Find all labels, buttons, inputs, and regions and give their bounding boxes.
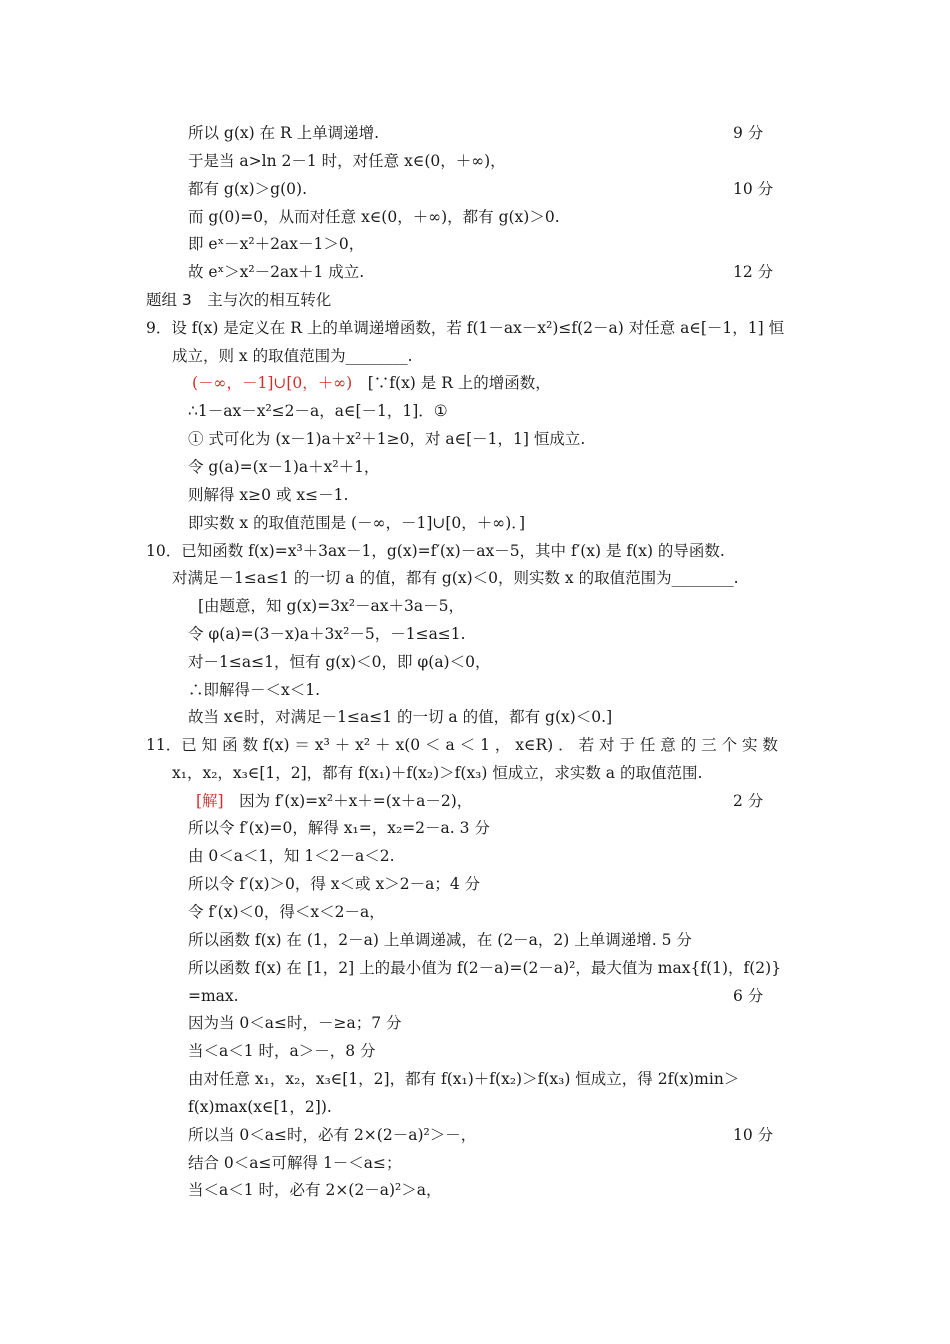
text-line: 由对任意 x₁，x₂，x₃∈[1，2]，都有 f(x₁)＋f(x₂)＞f(x₃) 恒成立，得 2f(x)min＞ xyxy=(188,1070,740,1088)
problem-11-statement: 11．已 知 函 数 f(x) ＝ x³ ＋ x² ＋ x(0 ＜ a ＜ 1 ， x∈R) ． 若 对 于 任 意 的 三 个 实 数 xyxy=(146,736,778,754)
section-heading: 题组 3 主与次的相互转化 xyxy=(146,291,332,309)
problem-9-statement: 9．设 f(x) 是定义在 R 上的单调递增函数，若 f(1－ax－x²)≤f(2－a) 对任意 a∈[－1，1] 恒 xyxy=(146,319,785,337)
text-line: =max. xyxy=(188,987,239,1005)
text-line: 都有 g(x)＞g(0). xyxy=(188,180,307,198)
text-line: [由题意，知 g(x)=3x²－ax＋3a－5， xyxy=(198,597,464,615)
text-line: ① 式可化为 (x－1)a＋x²＋1≥0，对 a∈[－1，1] 恒成立. xyxy=(188,430,586,448)
text-line: 所以当 0＜a≤时，必有 2×(2－a)²＞－， xyxy=(188,1126,477,1144)
text-line: 对－1≤a≤1，恒有 g(x)＜0，即 φ(a)＜0， xyxy=(188,653,491,671)
text-line: 则解得 x≥0 或 x≤－1. xyxy=(188,486,349,504)
score-label: 9 分 xyxy=(733,124,764,142)
solution-line xyxy=(196,791,472,811)
text-line: 因为 f′(x)=x²＋x＋=(x＋a－2)， xyxy=(223,792,473,810)
text-line: 令 φ(a)=(3－x)a＋3x²－5，－1≤a≤1. xyxy=(188,625,466,643)
text-line: 即 eˣ－x²＋2ax－1＞0， xyxy=(188,235,365,253)
text-line: 令 f′(x)＜0，得＜x＜2－a， xyxy=(188,903,385,921)
text-line: 故当 x∈时，对满足－1≤a≤1 的一切 a 的值，都有 g(x)＜0.] xyxy=(188,708,613,726)
answer-line xyxy=(192,373,551,393)
text-line: 所以函数 f(x) 在 (1，2－a) 上单调递减，在 (2－a，2) 上单调递增. 5 分 xyxy=(188,931,692,949)
solution-tag: [解] xyxy=(196,792,224,810)
text-line: ∴即解得－＜x＜1. xyxy=(188,681,321,699)
text-line: 所以令 f′(x)=0，解得 x₁=，x₂=2－a. 3 分 xyxy=(188,819,490,837)
text-line: 所以 g(x) 在 R 上单调递增. xyxy=(188,124,380,142)
score-label: 12 分 xyxy=(733,263,774,281)
text-line: 令 g(a)=(x－1)a＋x²＋1， xyxy=(188,458,380,476)
text-line: 所以令 f′(x)＞0，得 x＜或 x＞2－a；4 分 xyxy=(188,875,481,893)
score-label: 10 分 xyxy=(733,180,774,198)
text-line: 即实数 x 的取值范围是 (－∞，－1]∪[0，＋∞)．] xyxy=(188,514,526,532)
text-line: 结合 0＜a≤可解得 1－＜a≤； xyxy=(188,1154,402,1172)
score-label: 2 分 xyxy=(733,792,764,810)
text-line: x₁，x₂，x₃∈[1，2]，都有 f(x₁)＋f(x₂)＞f(x₃) 恒成立，求实数 a 的取值范围. xyxy=(172,764,703,782)
text-line: 于是当 a>ln 2－1 时，对任意 x∈(0，＋∞)， xyxy=(188,152,506,170)
answer-highlight: (－∞，－1]∪[0，＋∞) xyxy=(192,374,353,392)
text-line: 而 g(0)=0，从而对任意 x∈(0，＋∞)，都有 g(x)＞0. xyxy=(188,208,560,226)
text-line: 所以函数 f(x) 在 [1，2] 上的最小值为 f(2－a)=(2－a)²，最大值为 max{f(1)，f(2)} xyxy=(188,959,782,977)
text-line: 成立，则 x 的取值范围为________. xyxy=(172,347,413,365)
text-line: 当＜a＜1 时，a＞－，8 分 xyxy=(188,1042,376,1060)
text-line: 由 0＜a＜1，知 1＜2－a＜2. xyxy=(188,847,395,865)
text-line: ∴1－ax－x²≤2－a，a∈[－1，1]．① xyxy=(188,402,448,420)
score-label: 10 分 xyxy=(733,1126,774,1144)
text-line: 对满足－1≤a≤1 的一切 a 的值，都有 g(x)＜0，则实数 x 的取值范围为________. xyxy=(172,569,739,587)
text-line: 当＜a＜1 时，必有 2×(2－a)²＞a， xyxy=(188,1181,442,1199)
text-line: 故 eˣ＞x²－2ax＋1 成立. xyxy=(188,263,365,281)
text-line: 因为当 0＜a≤时，－≥a；7 分 xyxy=(188,1014,402,1032)
problem-10-statement: 10．已知函数 f(x)=x³＋3ax－1，g(x)=f′(x)－ax－5，其中 f′(x) 是 f(x) 的导函数. xyxy=(146,542,725,560)
text-line: f(x)max(x∈[1，2]). xyxy=(188,1098,332,1116)
text-line: [∵f(x) 是 R 上的增函数， xyxy=(352,374,551,392)
score-label: 6 分 xyxy=(733,987,764,1005)
